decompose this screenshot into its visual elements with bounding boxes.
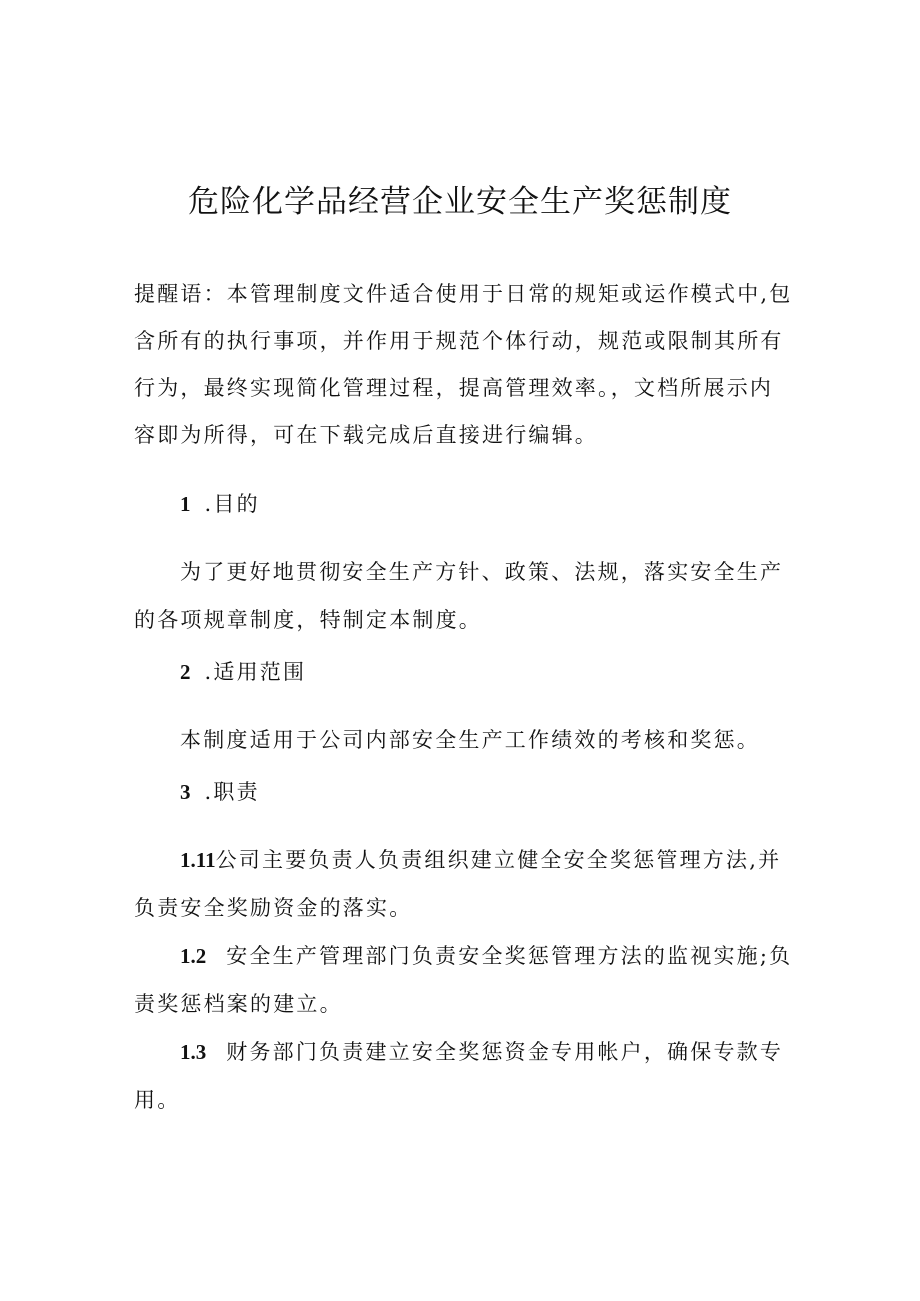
item-1-number: 1.11 xyxy=(180,848,216,872)
section-1-title: .目的 xyxy=(204,492,260,516)
item-2-line-1 xyxy=(180,940,794,970)
item-3-line-1 xyxy=(180,1036,794,1066)
item-1-text: 公司主要负责人负责组织建立健全安全奖惩管理方法,并 xyxy=(215,848,782,872)
section-1-paragraph-line-2: 的各项规章制度，特制定本制度。 xyxy=(134,608,482,632)
section-3-number: 3 xyxy=(180,780,191,804)
item-3-line-2: 用。 xyxy=(134,1088,181,1112)
item-1-line-2: 负责安全奖励资金的落实。 xyxy=(134,896,413,920)
section-3-title: .职责 xyxy=(204,780,260,804)
section-1-heading xyxy=(180,488,794,518)
document-title: 危险化学品经营企业安全生产奖惩制度 xyxy=(188,184,732,220)
item-1-line-1 xyxy=(180,844,794,874)
reminder-line-3: 行为，最终实现简化管理过程，提高管理效率。，文档所展示内 xyxy=(134,376,774,400)
reminder-line-1: 提醒语：本管理制度文件适合使用于日常的规矩或运作模式中,包 xyxy=(134,282,793,306)
section-2-paragraph-line-1: 本制度适用于公司内部安全生产工作绩效的考核和奖惩。 xyxy=(180,728,760,752)
item-2-line-2: 责奖惩档案的建立。 xyxy=(134,992,343,1016)
reminder-line-4: 容即为所得，可在下载完成后直接进行编辑。 xyxy=(134,423,598,447)
item-2-number: 1.2 xyxy=(180,944,207,968)
section-2-title: .适用范围 xyxy=(204,660,307,684)
section-1-paragraph-line-1: 为了更好地贯彻安全生产方针、政策、法规，落实安全生产 xyxy=(180,560,784,584)
item-3-number: 1.3 xyxy=(180,1040,207,1064)
section-2-number: 2 xyxy=(180,660,191,684)
item-3-text: 财务部门负责建立安全奖惩资金专用帐户，确保专款专 xyxy=(226,1040,784,1064)
reminder-line-2: 含所有的执行事项，并作用于规范个体行动，规范或限制其所有 xyxy=(134,329,784,353)
section-2-heading xyxy=(180,656,794,686)
section-1-number: 1 xyxy=(180,492,191,516)
item-2-text: 安全生产管理部门负责安全奖惩管理方法的监视实施;负 xyxy=(226,944,793,968)
section-3-heading xyxy=(180,776,794,806)
